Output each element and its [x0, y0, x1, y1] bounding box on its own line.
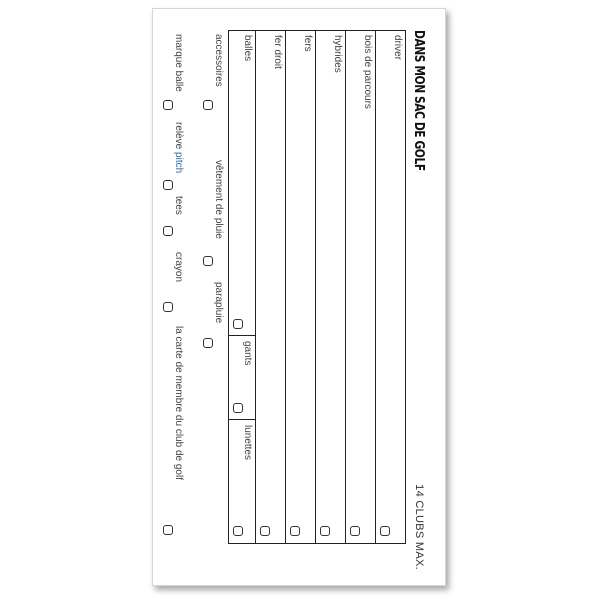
label-lunettes: lunettes	[242, 425, 253, 461]
label-releve-pitch	[173, 122, 184, 173]
clubs-table	[228, 30, 406, 544]
table-row-hybrides	[315, 31, 345, 543]
checkbox-marque-balle[interactable]	[163, 100, 173, 110]
row-label-hybrides: hybrides	[332, 35, 343, 73]
checkbox-vetement-de-pluie[interactable]	[203, 256, 213, 266]
checkbox-hybrides[interactable]	[320, 526, 330, 536]
table-row-fers	[285, 31, 315, 543]
label-tees: tees	[173, 196, 184, 215]
divider	[229, 419, 255, 420]
row-label-fers: fers	[302, 35, 313, 52]
checkbox-carte-membre[interactable]	[163, 525, 173, 535]
checkbox-tees[interactable]	[163, 226, 173, 236]
table-row-bois-de-parcours	[345, 31, 375, 543]
table-row-fer-droit	[255, 31, 285, 543]
row-label-bois-de-parcours: bois de parcours	[362, 35, 373, 109]
label-marque-balle: marque balle	[173, 34, 184, 92]
checkbox-fers[interactable]	[290, 526, 300, 536]
checkbox-balles[interactable]	[233, 319, 243, 329]
checkbox-driver[interactable]	[380, 526, 390, 536]
card-content	[156, 30, 426, 570]
row-label-driver: driver	[392, 35, 403, 61]
checkbox-crayon[interactable]	[163, 302, 173, 312]
divider	[229, 335, 255, 336]
table-row-driver	[375, 31, 405, 543]
label-vetement-de-pluie: vêtement de pluie	[213, 160, 224, 239]
checkbox-fer-droit[interactable]	[260, 526, 270, 536]
checkbox-parapluie[interactable]	[203, 338, 213, 348]
label-crayon: crayon	[173, 252, 184, 283]
label-accessoires: accessoires	[213, 34, 224, 87]
checkbox-bois-de-parcours[interactable]	[350, 526, 360, 536]
label-gants: gants	[242, 341, 253, 366]
clubs-max-note: 14 CLUBS MAX.	[413, 484, 425, 570]
label-releve: relève	[173, 122, 184, 150]
row-label-fer-droit: fer droit	[272, 35, 283, 69]
checkbox-accessoires[interactable]	[203, 100, 213, 110]
label-carte-membre: la carte de membre du club de golf	[173, 326, 184, 480]
checkbox-releve-pitch[interactable]	[163, 180, 173, 190]
label-parapluie: parapluie	[213, 282, 224, 324]
card-header	[406, 30, 426, 570]
row-label-balles: balles	[242, 35, 253, 62]
label-pitch: pitch	[173, 152, 184, 174]
checkbox-gants[interactable]	[233, 403, 243, 413]
card-title: DANS MON SAC DE GOLF	[411, 30, 426, 171]
table-row-balles	[229, 31, 255, 543]
checkbox-lunettes[interactable]	[233, 526, 243, 536]
